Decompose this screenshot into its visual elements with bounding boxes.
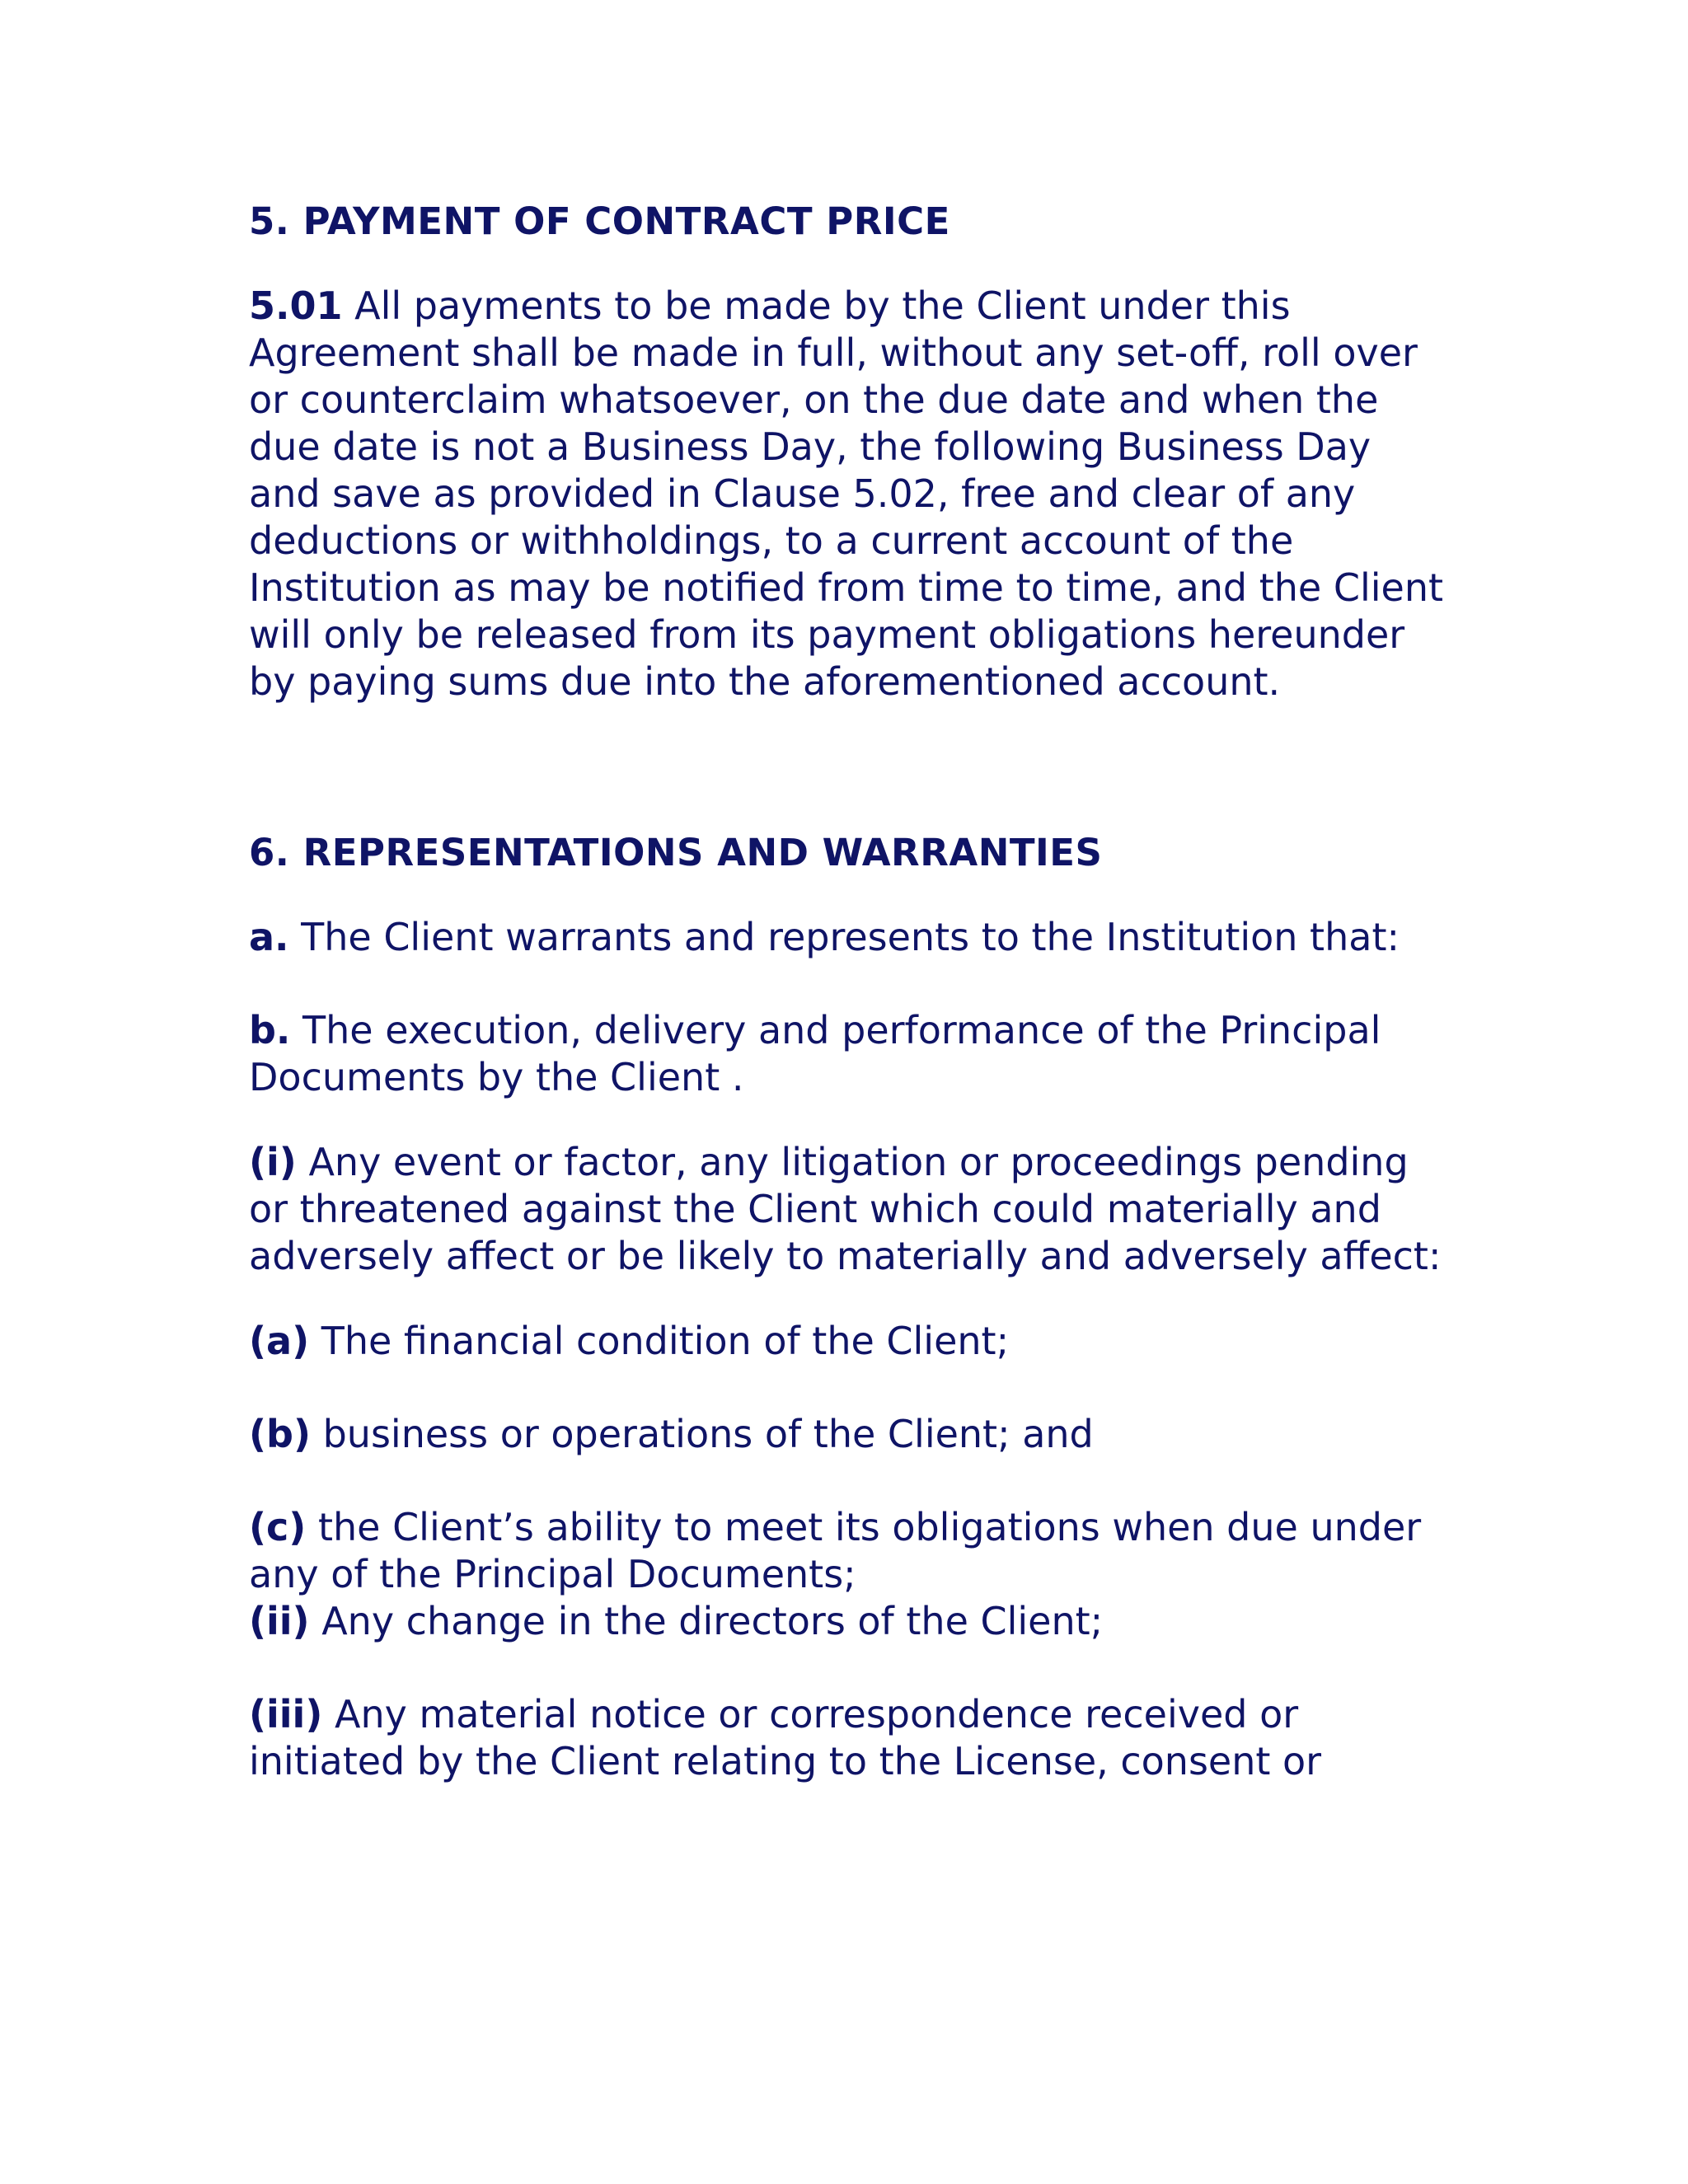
document-page	[249, 198, 1452, 1785]
clause-label: 5.01	[249, 284, 343, 328]
clause-label: (a)	[249, 1319, 310, 1363]
clause-label: (b)	[249, 1412, 311, 1456]
clause-subitem-b	[249, 1411, 1452, 1458]
clause-subitem-a	[249, 1318, 1452, 1365]
clause-item-a	[249, 914, 1452, 961]
clause-text: Any material notice or correspondence received or initiated by the Client relating to the License, consent or	[249, 1692, 1322, 1783]
clause-label: b.	[249, 1008, 291, 1052]
clause-item-ii	[249, 1598, 1452, 1645]
clause-item-b	[249, 1007, 1452, 1101]
clause-text: business or operations of the Client; and	[322, 1412, 1094, 1456]
section-5-heading: 5. PAYMENT OF CONTRACT PRICE	[249, 199, 950, 243]
clause-text: The Client warrants and represents to the Institution that:	[301, 915, 1400, 959]
clause-label: (iii)	[249, 1692, 323, 1736]
clause-label: (i)	[249, 1140, 297, 1184]
section-6-heading: 6. REPRESENTATIONS AND WARRANTIES	[249, 831, 1103, 874]
clause-text: All payments to be made by the Client under this Agreement shall be made in full, without any set-off, roll over or counterclaim whatsoever, on the due date and when the due date is not a Business Day, the following Business Day and save as provided in Clause 5.02, free and clear of any deductions or withholdings, to a current account of the Institution as may be notified from time to time, and the Client will only be released from its payment obligations hereunder by paying sums due into the aforementioned account.	[249, 284, 1444, 704]
clause-label: a.	[249, 915, 289, 959]
clause-item-i	[249, 1139, 1452, 1280]
clause-subitem-c	[249, 1504, 1452, 1598]
clause-text: the Client’s ability to meet its obligations when due under any of the Principal Documents;	[249, 1505, 1422, 1596]
clause-label: (ii)	[249, 1599, 310, 1643]
clause-text: The financial condition of the Client;	[321, 1319, 1010, 1363]
clause-item-iii	[249, 1691, 1452, 1785]
clause-text: Any event or factor, any litigation or proceedings pending or threatened against the Client which could materially and adversely affect or be likely to materially and adversely affect:	[249, 1140, 1442, 1278]
clause-5-01	[249, 283, 1452, 705]
clause-text: Any change in the directors of the Client;	[321, 1599, 1104, 1643]
clause-label: (c)	[249, 1505, 307, 1549]
clause-text: The execution, delivery and performance of the Principal Documents by the Client .	[249, 1008, 1381, 1099]
